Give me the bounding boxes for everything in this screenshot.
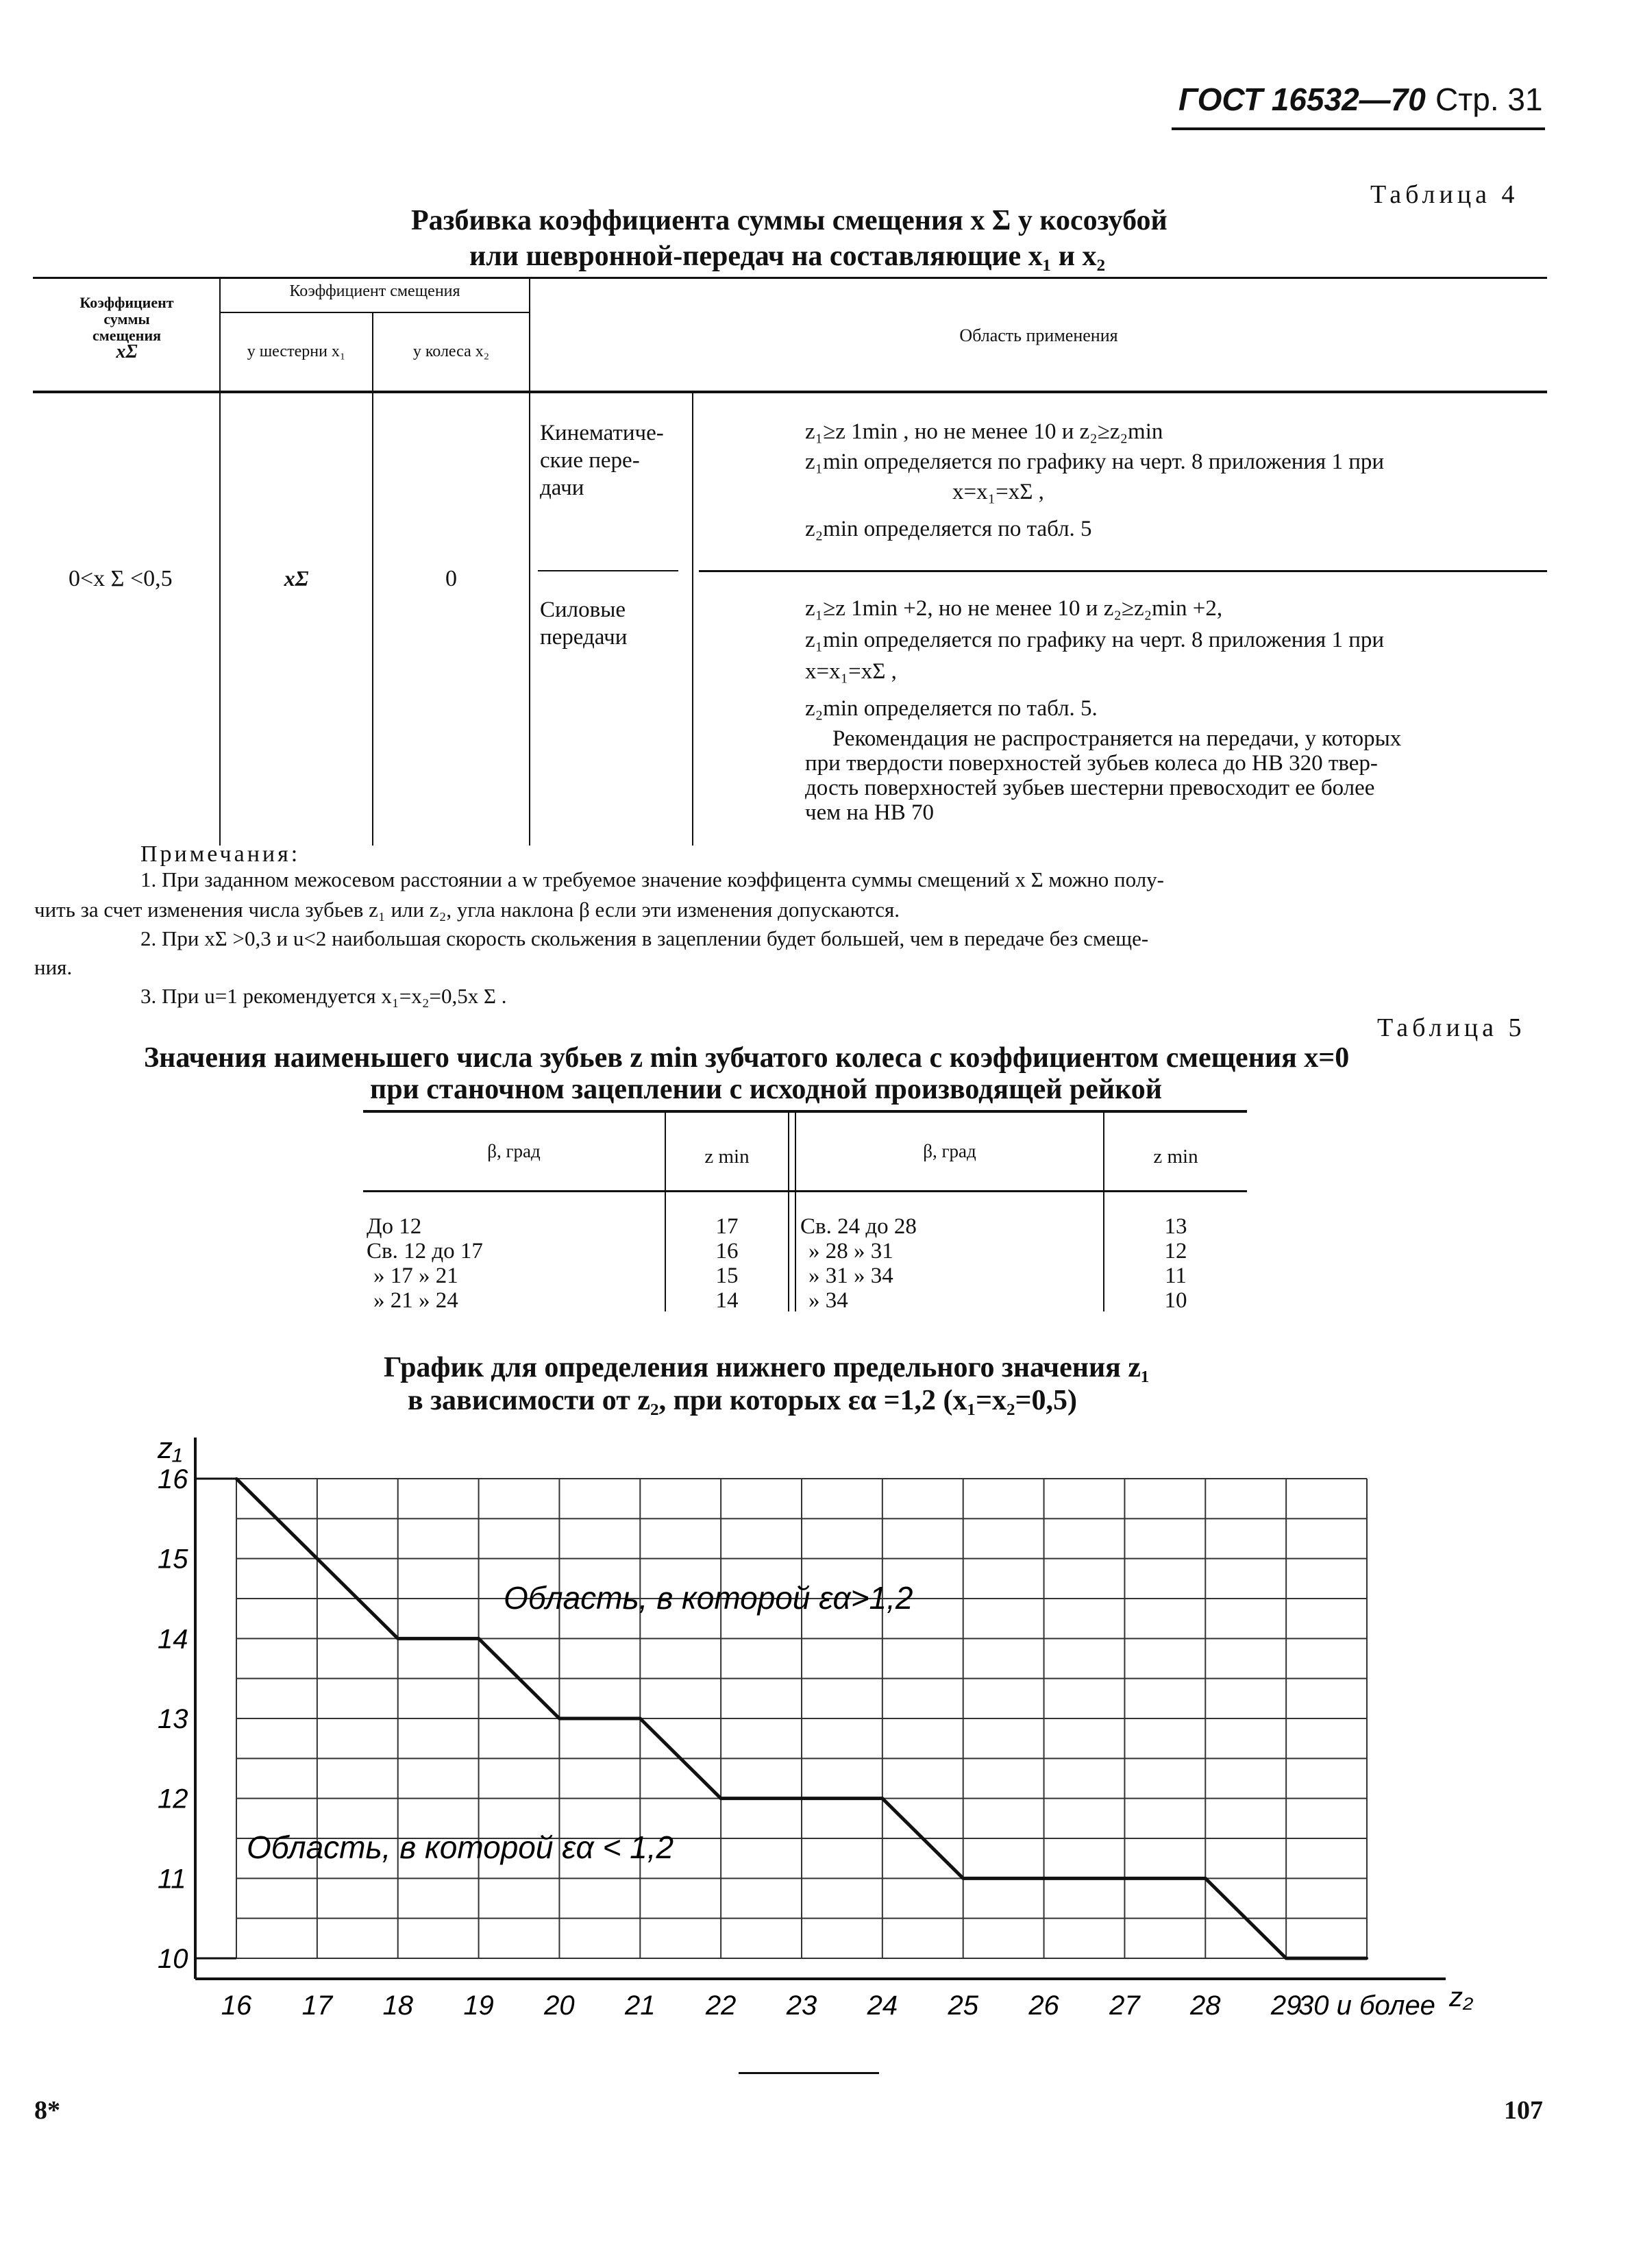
table5-left-z-4: 14 xyxy=(715,1288,739,1313)
x-tick-label: 19 xyxy=(463,1990,494,2021)
note-1a: 1. При заданном межосевом расстоянии a w требуемое значение коэффицента суммы смещений x Σ можно полу- xyxy=(140,867,1164,891)
x-tick-label: 22 xyxy=(705,1990,737,2021)
boundary-point xyxy=(478,1637,480,1640)
page-label: Стр. 31 xyxy=(1435,82,1543,117)
table5-right-beta-3: » 31 » 34 xyxy=(808,1264,893,1288)
table5-right-beta-4: » 34 xyxy=(808,1288,848,1313)
power-text-7: дость поверхностей зубьев шестерни превосходит ее более xyxy=(805,776,1375,800)
y-tick-label: 15 xyxy=(158,1544,188,1575)
power-text-8: чем на НВ 70 xyxy=(805,800,935,825)
x-tick-label: 26 xyxy=(1028,1990,1059,2021)
note-2a: 2. При xΣ >0,3 и u<2 наибольшая скорость скольжения в зацеплении будет большей, чем в передаче без смеще- xyxy=(140,926,1149,950)
region-lower-label: Область, в которой εα < 1,2 xyxy=(247,1829,674,1865)
table4-row-sum: 0<x Σ <0,5 xyxy=(69,566,173,591)
x-tick-label: 25 xyxy=(948,1990,978,2021)
power-text-6: при твердости поверхностей зубьев колеса до НВ 320 твер- xyxy=(805,751,1378,776)
col-sum-line3: смещения xyxy=(92,327,162,344)
y-tick-label: 13 xyxy=(158,1704,188,1734)
col-sum-line4: xΣ xyxy=(116,341,138,362)
region-upper-label: Область, в которой εα>1,2 xyxy=(504,1580,913,1616)
kinematic-text-3: x=x₁=xΣ , xyxy=(952,480,1044,504)
table5-h-beta-left: β, град xyxy=(487,1141,541,1161)
kinematic-label-line3: дачи xyxy=(540,476,584,500)
graph-title-line1: График для определения нижнего предельного значения z₁ xyxy=(384,1352,1150,1383)
x-tick-label: 20 xyxy=(544,1990,575,2021)
table4-title-line1: Разбивка коэффициента суммы смещения x Σ у косозубой xyxy=(411,205,1168,236)
table5-h-zmin-left: z min xyxy=(704,1146,750,1168)
power-label-line2: передачи xyxy=(540,625,628,650)
table5-left-beta-4: » 21 » 24 xyxy=(373,1288,458,1313)
x-tick-label: 18 xyxy=(382,1990,413,2021)
power-text-2: z₁min определяется по графику на черт. 8 приложения 1 при xyxy=(805,628,1385,652)
boundary-point xyxy=(639,1717,641,1720)
boundary-point xyxy=(1366,1957,1368,1960)
x-tick-label: 21 xyxy=(625,1990,656,2021)
graph-title-line2: в зависимости от z₂, при которых εα =1,2 (x₁=x₂=0,5) xyxy=(408,1385,1078,1416)
boundary-point xyxy=(558,1717,560,1720)
chart-grid xyxy=(236,1479,1367,1958)
table4-col-wheel-header: у колеса x₂ xyxy=(412,343,490,360)
standard-number: ГОСТ 16532—70 xyxy=(1178,82,1426,117)
power-text-3: x=x₁=xΣ , xyxy=(805,659,897,684)
y-tick-label: 10 xyxy=(158,1944,188,1974)
table5-title-line2: при станочном зацеплении с исходной производящей рейкой xyxy=(370,1074,1162,1105)
table5-right-beta-2: » 28 » 31 xyxy=(808,1239,893,1264)
table4-col-pinion-header: у шестерни x₁ xyxy=(247,343,346,360)
x-tick-label: 28 xyxy=(1190,1990,1221,2021)
y-axis-label: z₁ xyxy=(158,1431,182,1465)
y-tick-label: 11 xyxy=(158,1864,186,1895)
kinematic-text-4: z₂min определяется по табл. 5 xyxy=(805,517,1092,541)
table4-row-wheel: 0 xyxy=(445,566,457,591)
boundary-point xyxy=(962,1877,965,1879)
kinematic-label-line2: ские пере- xyxy=(540,448,640,473)
col-sum-line2: суммы xyxy=(103,310,150,328)
y-tick-label: 16 xyxy=(158,1464,188,1494)
boundary-point xyxy=(1204,1877,1207,1879)
power-label-line1: Силовые xyxy=(540,597,626,622)
y-tick-label: 12 xyxy=(158,1784,188,1814)
power-text-4: z₂min определяется по табл. 5. xyxy=(805,696,1098,721)
power-text-5: Рекомендация не распространяется на передачи, у которых xyxy=(832,726,1402,751)
table5-right-z-2: 12 xyxy=(1164,1239,1187,1264)
x-tick-label: 30 и более xyxy=(1298,1990,1435,2021)
x-tick-label: 29 xyxy=(1270,1990,1302,2021)
x-tick-label: 16 xyxy=(221,1990,252,2021)
y-tick-label: 14 xyxy=(158,1624,188,1655)
kinematic-label-line1: Кинематиче- xyxy=(540,421,664,445)
table5-right-z-3: 11 xyxy=(1165,1264,1187,1288)
table5-h-zmin-right: z min xyxy=(1153,1146,1198,1168)
table4-col-shift-header: Коэффициент смещения xyxy=(289,282,460,300)
table5-title-line1: Значения наименьшего числа зубьев z min зубчатого колеса с коэффициентом смещения x=0 xyxy=(144,1042,1350,1074)
table5-left-z-3: 15 xyxy=(715,1264,739,1288)
boundary-point xyxy=(1285,1957,1287,1960)
table5-left-z-1: 17 xyxy=(715,1214,739,1239)
x-tick-label: 23 xyxy=(786,1990,817,2021)
page-number: 107 xyxy=(1504,2096,1543,2125)
x-axis-label: z₂ xyxy=(1449,1982,1474,2012)
footer-rule xyxy=(739,2072,879,2074)
table5-label: Таблица 5 xyxy=(1377,1013,1526,1042)
table5-left-beta-1: До 12 xyxy=(367,1214,422,1239)
notes-title: Примечания: xyxy=(140,841,301,867)
table5-right-z-1: 13 xyxy=(1164,1214,1187,1239)
kinematic-text-2: z₁min определяется по графику на черт. 8 приложения 1 при xyxy=(805,449,1385,474)
table5-right-z-4: 10 xyxy=(1164,1288,1187,1313)
table4-row-pinion: xΣ xyxy=(284,566,309,591)
note-3: 3. При u=1 рекомендуется x₁=x₂=0,5x Σ . xyxy=(140,984,507,1008)
power-text-1: z₁≥z 1min +2, но не менее 10 и z₂≥z₂min +2, xyxy=(805,596,1223,621)
boundary-point xyxy=(881,1797,884,1800)
x-tick-label: 24 xyxy=(867,1990,898,2021)
table4-col-area-header: Область применения xyxy=(959,325,1118,345)
kinematic-text-1: z₁≥z 1min , но не менее 10 и z₂≥z₂min xyxy=(805,419,1163,444)
table5-left-beta-3: » 17 » 21 xyxy=(373,1264,458,1288)
x-tick-label: 27 xyxy=(1109,1990,1140,2021)
note-1b: чить за счет изменения числа зубьев z₁ или z₂, угла наклона β если эти изменения допускаются. xyxy=(34,898,900,922)
table4-title-line2: или шевронной-передач на составляющие x₁ и x₂ xyxy=(469,241,1106,272)
table5-left-z-2: 16 xyxy=(715,1239,739,1264)
boundary-point xyxy=(719,1797,722,1800)
note-2b: ния. xyxy=(34,955,73,979)
x-tick-label: 17 xyxy=(301,1990,333,2021)
table4-label: Таблица 4 xyxy=(1370,180,1519,209)
table5-h-beta-right: β, град xyxy=(923,1141,976,1161)
boundary-point xyxy=(235,1477,238,1480)
chart-tick-labels xyxy=(158,1464,1435,2021)
footer-left-mark: 8* xyxy=(34,2096,60,2125)
col-sum-line1: Коэффициент xyxy=(79,294,174,311)
table5-right-beta-1: Св. 24 до 28 xyxy=(800,1214,917,1239)
table5-left-beta-2: Св. 12 до 17 xyxy=(367,1239,483,1264)
boundary-point xyxy=(397,1637,399,1640)
